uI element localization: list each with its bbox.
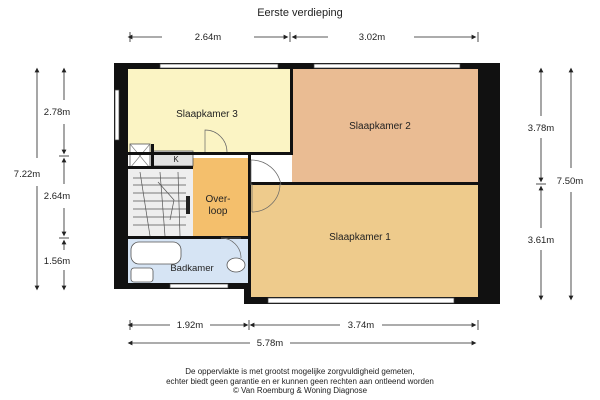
floor-title: Eerste verdieping xyxy=(257,7,343,19)
dim-bottom-total: 5.78m xyxy=(256,338,284,349)
dim-right-1: 3.78m xyxy=(527,123,555,134)
dim-left-2: 2.64m xyxy=(43,191,71,202)
dim-left-1: 2.78m xyxy=(43,107,71,118)
label-overloop-line2: loop xyxy=(208,206,228,217)
dimension-top xyxy=(130,32,478,42)
disclaimer-line-3: © Van Roemburg & Woning Diagnose xyxy=(232,386,368,395)
label-overloop-line1: Over- xyxy=(205,194,231,205)
disclaimer xyxy=(0,367,600,396)
disclaimer-line-1: De oppervlakte is met grootst mogelijke zorgvuldigheid gemeten, xyxy=(185,367,415,376)
label-badkamer: Badkamer xyxy=(170,263,214,274)
label-slaapkamer1: Slaapkamer 1 xyxy=(329,232,391,243)
label-kast: K xyxy=(173,155,179,164)
dim-top-left: 2.64m xyxy=(194,32,222,43)
dim-top-right: 3.02m xyxy=(358,32,386,43)
dim-right-total: 7.50m xyxy=(556,176,584,187)
dim-left-total: 7.22m xyxy=(13,169,41,180)
label-slaapkamer3: Slaapkamer 3 xyxy=(176,109,238,120)
label-slaapkamer2: Slaapkamer 2 xyxy=(349,121,411,132)
dim-right-2: 3.61m xyxy=(527,235,555,246)
dim-left-3: 1.56m xyxy=(43,256,71,267)
disclaimer-line-2: echter biedt geen garantie en er kunnen geen rechten aan ontleend worden xyxy=(166,376,434,386)
dim-bottom-right: 3.74m xyxy=(347,320,375,331)
dim-bottom-left: 1.92m xyxy=(176,320,204,331)
